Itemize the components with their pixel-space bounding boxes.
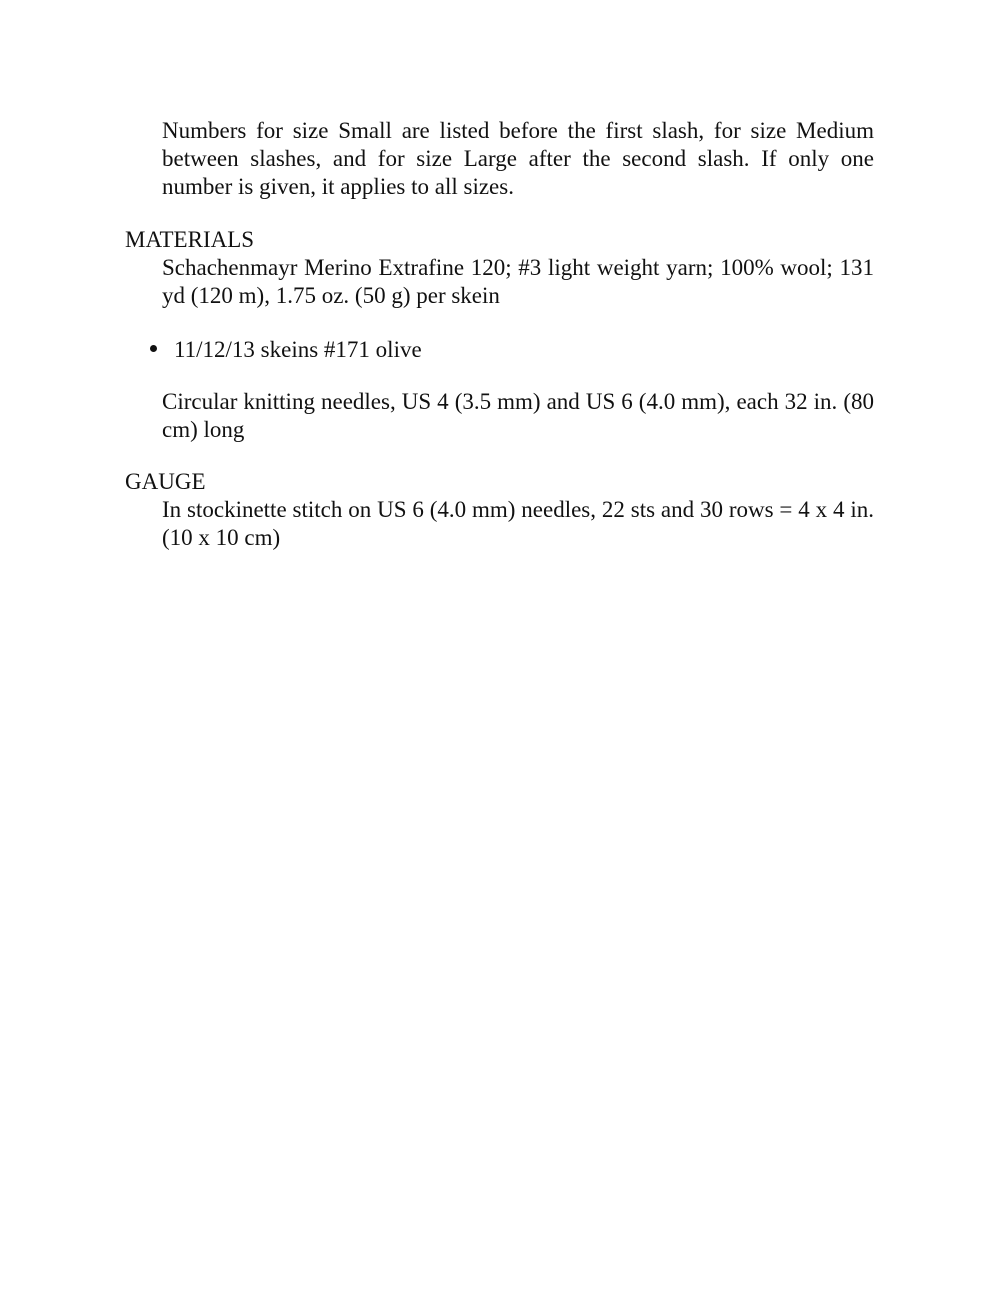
list-item xyxy=(150,336,422,364)
yarn-description: Schachenmayr Merino Extrafine 120; #3 light weight yarn; 100% wool; 131 yd (120 m), 1.75 oz. (50 g) per skein xyxy=(162,255,874,308)
size-instructions-paragraph: Numbers for size Small are listed before the first slash, for size Medium between slashes, and for size Large after the second slash. If only one number is given, it applies to all sizes. xyxy=(162,118,874,199)
materials-heading: MATERIALS xyxy=(125,227,255,252)
bullet-icon xyxy=(150,345,157,352)
needles-description: Circular knitting needles, US 4 (3.5 mm) and US 6 (4.0 mm), each 32 in. (80 cm) long xyxy=(162,389,874,442)
skein-quantity-text: 11/12/13 skeins #171 olive xyxy=(174,337,422,362)
gauge-description: In stockinette stitch on US 6 (4.0 mm) needles, 22 sts and 30 rows = 4 x 4 in. (10 x 10 cm) xyxy=(162,497,874,550)
gauge-heading: GAUGE xyxy=(125,469,206,494)
